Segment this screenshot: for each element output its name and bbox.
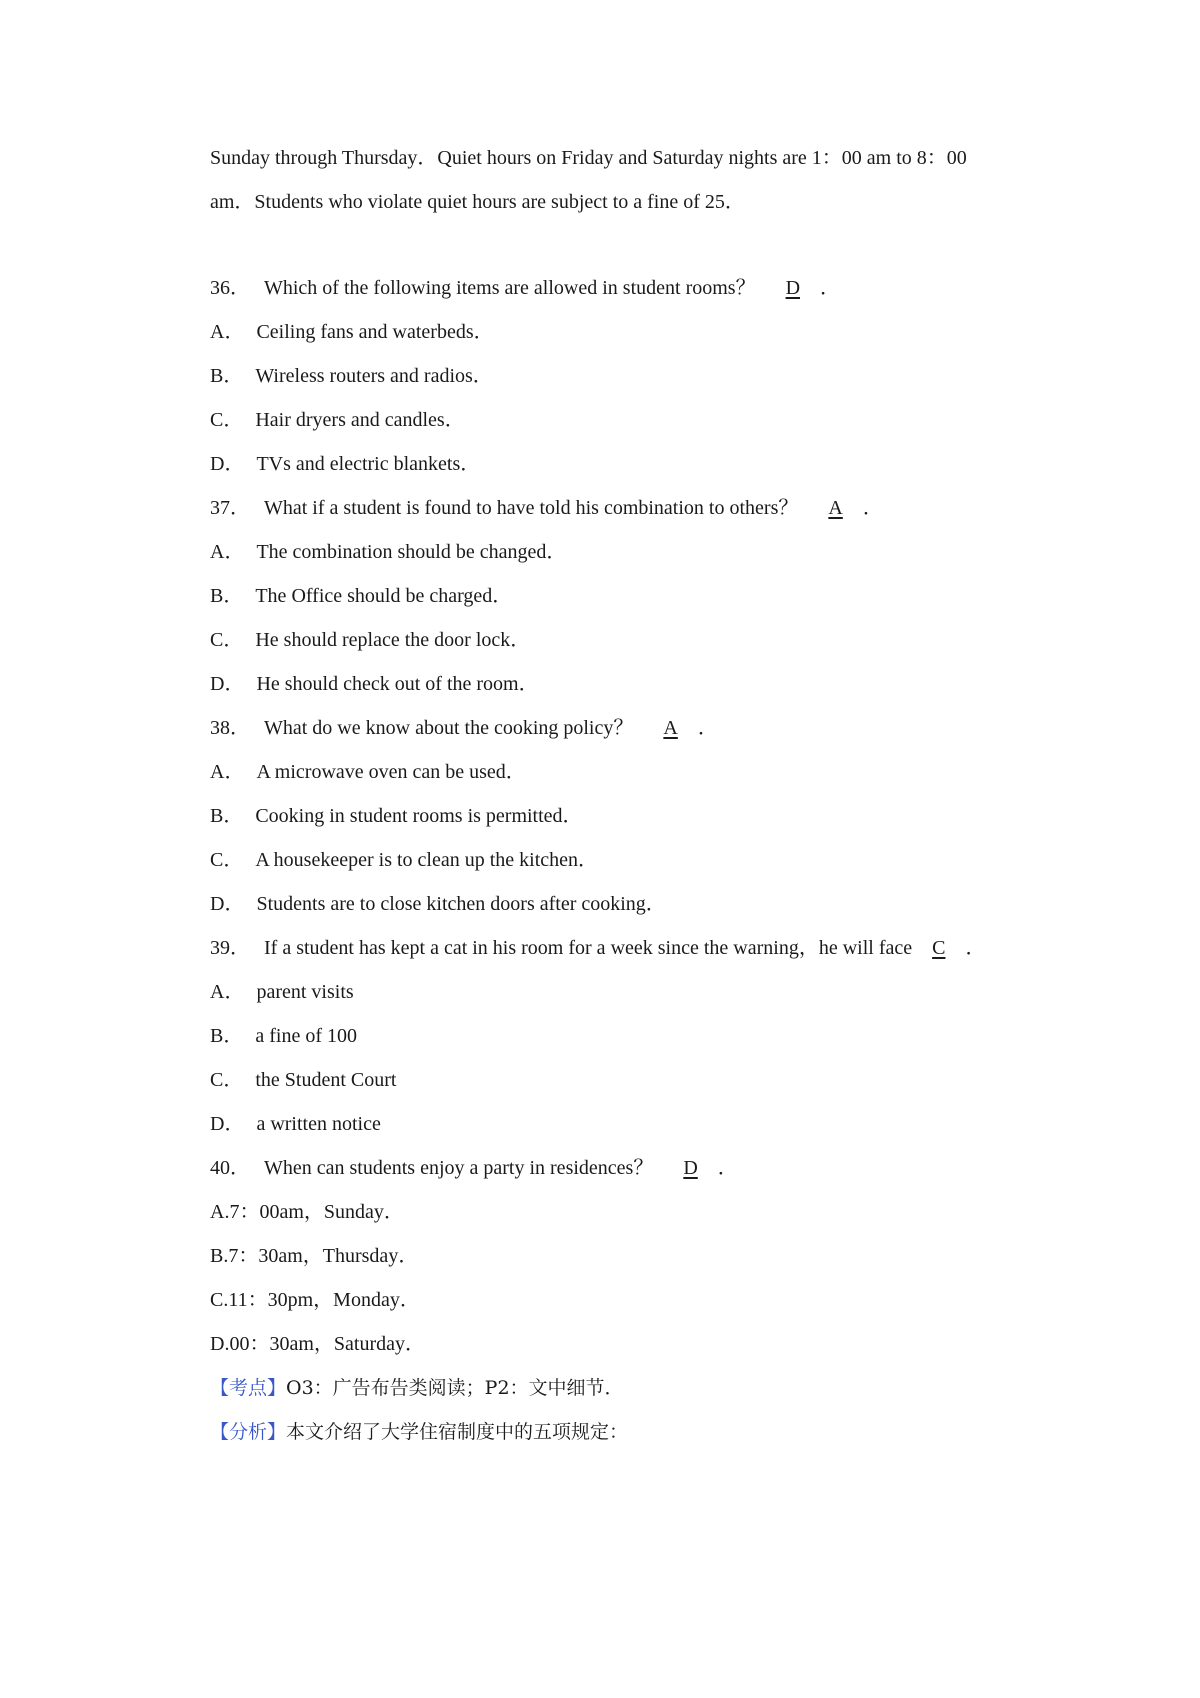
option-letter: D. xyxy=(210,1333,230,1355)
question-number: 38． xyxy=(210,717,250,739)
option-39-b xyxy=(210,1024,357,1048)
question-36 xyxy=(210,276,840,300)
kaodian-line xyxy=(210,1376,624,1400)
option-text: 7：30am，Thursday． xyxy=(228,1245,419,1267)
option-letter: A． xyxy=(210,981,245,1003)
passage-line-1: Sunday through Thursday．Quiet hours on Friday and Saturday nights are 1：00 am to 8：00 xyxy=(210,147,967,169)
question-end: ． xyxy=(820,277,841,299)
option-letter: A． xyxy=(210,321,245,343)
option-letter: A． xyxy=(210,761,245,783)
option-letter: B． xyxy=(210,1025,244,1047)
question-number: 36． xyxy=(210,277,250,299)
option-letter: D． xyxy=(210,893,245,915)
option-text: Cooking in student rooms is permitted． xyxy=(255,805,583,827)
question-end: ． xyxy=(965,937,986,959)
fenxi-tag: 【分析】 xyxy=(210,1421,287,1443)
question-stem: What do we know about the cooking policy？ xyxy=(264,717,634,739)
option-text: a fine of 100 xyxy=(255,1025,357,1047)
question-end: ． xyxy=(717,1157,738,1179)
option-letter: D． xyxy=(210,673,245,695)
question-end: ． xyxy=(697,717,718,739)
option-39-a xyxy=(210,980,354,1004)
question-stem: If a student has kept a cat in his room for a week since the warning，he will face xyxy=(264,937,913,959)
option-39-c xyxy=(210,1068,396,1092)
option-37-c xyxy=(210,628,530,652)
option-text: He should check out of the room． xyxy=(256,673,539,695)
option-text: The Office should be charged． xyxy=(255,585,513,607)
option-37-b xyxy=(210,584,512,608)
option-text: TVs and electric blankets． xyxy=(256,453,481,475)
question-39 xyxy=(210,936,985,960)
option-text: He should replace the door lock． xyxy=(255,629,531,651)
option-40-b xyxy=(210,1244,418,1268)
option-text: the Student Court xyxy=(255,1069,397,1091)
option-letter: A． xyxy=(210,541,245,563)
option-38-b xyxy=(210,804,583,828)
fenxi-line xyxy=(210,1420,628,1444)
option-text: 7：00am，Sunday． xyxy=(229,1201,404,1223)
option-text: The combination should be changed． xyxy=(256,541,567,563)
option-36-d xyxy=(210,452,480,476)
answer-blank: D xyxy=(785,277,801,299)
option-letter: B. xyxy=(210,1245,229,1267)
kaodian-tag: 【考点】 xyxy=(210,1377,287,1399)
option-37-a xyxy=(210,540,566,564)
option-text: a written notice xyxy=(256,1113,381,1135)
option-36-c xyxy=(210,408,465,432)
question-37 xyxy=(210,496,883,520)
option-38-c xyxy=(210,848,598,872)
question-number: 39． xyxy=(210,937,250,959)
option-text: A microwave oven can be used． xyxy=(256,761,526,783)
option-letter: A. xyxy=(210,1201,230,1223)
option-36-b xyxy=(210,364,493,388)
document-page xyxy=(210,0,1090,1698)
option-text: Hair dryers and candles． xyxy=(255,409,465,431)
answer-blank: A xyxy=(663,717,678,739)
passage-line-2: am．Students who violate quiet hours are subject to a fine of 25． xyxy=(210,191,745,213)
option-text: Ceiling fans and waterbeds． xyxy=(256,321,494,343)
option-37-d xyxy=(210,672,539,696)
option-letter: C． xyxy=(210,629,244,651)
option-text: 11：30pm，Monday． xyxy=(228,1289,420,1311)
fenxi-text: 本文介绍了大学住宿制度中的五项规定： xyxy=(286,1421,629,1443)
answer-blank: A xyxy=(828,497,843,519)
option-text: parent visits xyxy=(256,981,354,1003)
option-letter: D． xyxy=(210,453,245,475)
option-letter: B． xyxy=(210,365,244,387)
option-letter: C． xyxy=(210,849,244,871)
option-text: A housekeeper is to clean up the kitchen． xyxy=(255,849,599,871)
option-39-d xyxy=(210,1112,381,1136)
kaodian-text: O3：广告布告类阅读；P2：文中细节． xyxy=(286,1377,624,1399)
option-38-d xyxy=(210,892,666,916)
question-number: 37． xyxy=(210,497,250,519)
question-38 xyxy=(210,716,718,740)
answer-blank: C xyxy=(932,937,946,959)
option-40-c xyxy=(210,1288,420,1312)
question-end: ． xyxy=(862,497,883,519)
question-number: 40． xyxy=(210,1157,250,1179)
option-text: 00：30am，Saturday． xyxy=(229,1333,425,1355)
question-stem: Which of the following items are allowed in student rooms？ xyxy=(264,277,756,299)
option-36-a xyxy=(210,320,494,344)
option-text: Students are to close kitchen doors after cooking． xyxy=(256,893,666,915)
option-40-d xyxy=(210,1332,425,1356)
option-letter: C. xyxy=(210,1289,229,1311)
question-stem: When can students enjoy a party in residences？ xyxy=(264,1157,654,1179)
option-letter: B． xyxy=(210,805,244,827)
option-letter: B． xyxy=(210,585,244,607)
option-letter: C． xyxy=(210,1069,244,1091)
option-letter: D． xyxy=(210,1113,245,1135)
question-stem: What if a student is found to have told his combination to others？ xyxy=(264,497,799,519)
answer-blank: D xyxy=(683,1157,698,1179)
option-text: Wireless routers and radios． xyxy=(255,365,493,387)
question-40 xyxy=(210,1156,738,1180)
option-letter: C． xyxy=(210,409,244,431)
option-38-a xyxy=(210,760,526,784)
option-40-a xyxy=(210,1200,404,1224)
